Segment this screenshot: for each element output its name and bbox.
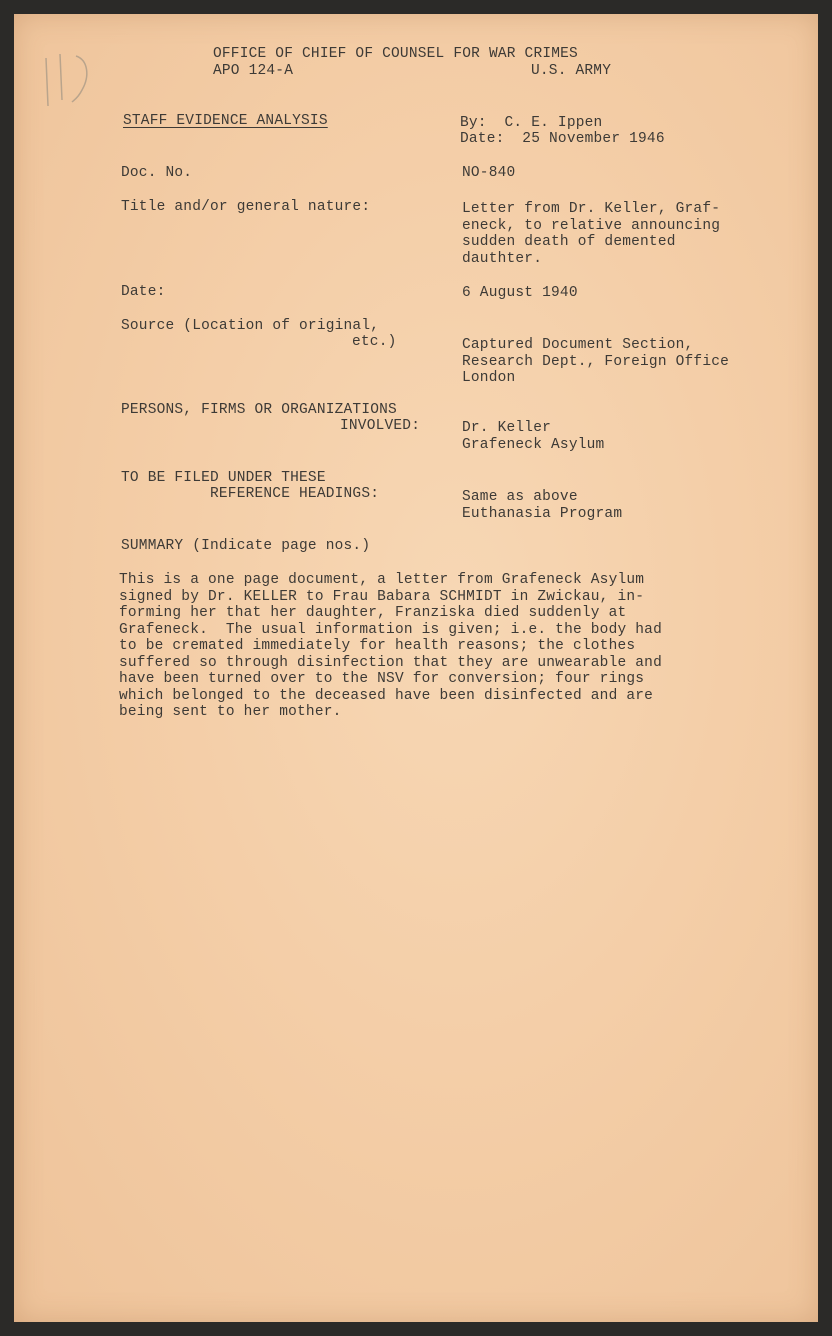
header-army: U.S. ARMY	[531, 63, 612, 79]
title-value: Letter from Dr. Keller, Graf- eneck, to relative announcing sudden death of demented dauthter.	[462, 201, 721, 267]
source-value: Captured Document Section, Research Dept., Foreign Office London	[462, 337, 730, 386]
source-label: Source (Location of original,	[121, 318, 380, 334]
filed-value: Same as above Euthanasia Program	[462, 489, 623, 522]
source-label-cont: etc.)	[352, 334, 397, 350]
filed-label: TO BE FILED UNDER THESE	[121, 470, 326, 486]
date-label: Date:	[121, 284, 166, 300]
title-label: Title and/or general nature:	[121, 199, 371, 215]
analysis-heading: STAFF EVIDENCE ANALYSIS	[123, 113, 328, 129]
summary-text: This is a one page document, a letter from Grafeneck Asylum signed by Dr. KELLER to Frau Babara SCHMIDT in Zwickau, in- forming her that her daughter, Franziska died suddenly at Grafeneck. The usual information is given; i.e. the body had to be cremated immediately for health reasons; the clothes suffered so through disinfection that they are unwearable and have been turned over to the NSV for conversion; four rings which belonged to the deceased have been disinfected and are being sent to her mother.	[119, 572, 662, 720]
persons-label-cont: INVOLVED:	[340, 418, 421, 434]
document-page	[14, 14, 818, 1322]
persons-value: Dr. Keller Grafeneck Asylum	[462, 420, 605, 453]
analysis-date: Date: 25 November 1946	[460, 131, 665, 147]
handwritten-pencil-mark	[38, 50, 94, 114]
summary-label: SUMMARY (Indicate page nos.)	[121, 538, 371, 554]
header-apo: APO 124-A	[213, 63, 294, 79]
filed-label-cont: REFERENCE HEADINGS:	[210, 486, 380, 502]
date-value: 6 August 1940	[462, 285, 578, 301]
header-office: OFFICE OF CHIEF OF COUNSEL FOR WAR CRIMES	[213, 46, 578, 62]
analysis-by: By: C. E. Ippen	[460, 115, 603, 131]
persons-label: PERSONS, FIRMS OR ORGANIZATIONS	[121, 402, 397, 418]
doc-no-value: NO-840	[462, 165, 516, 181]
doc-no-label: Doc. No.	[121, 165, 193, 181]
